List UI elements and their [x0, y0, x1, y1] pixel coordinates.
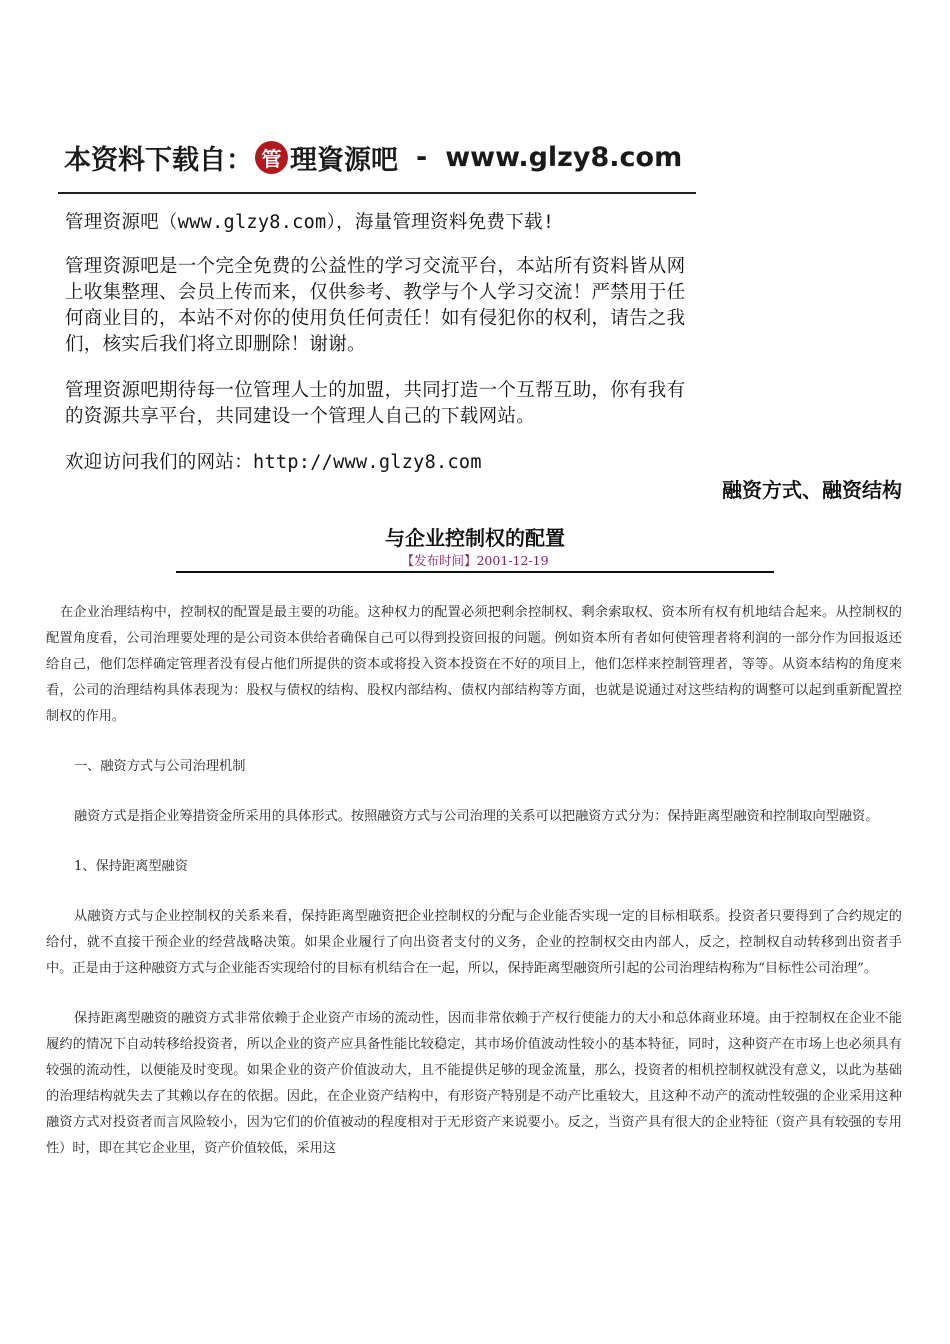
paragraph: 保持距离型融资的融资方式非常依赖于企业资产市场的流动性，因而非常依赖于产权行使能力的大小和总体商业环境。由于控制权在企业不能履约的情况下自动转移给投资者，所以企业的资产应具备性能比较稳定，其市场价值波动性较小的基本特征，同时，这种资产在市场上也必须具有较强的流动性，以便能及时变现。如果企业的资产价值波动大，且不能提供足够的现金流量，那么，投资者的相机控制权就没有意义，以此为基础的治理结构就失去了其赖以存在的依据。因此，在企业资产结构中，有形资产特别是不动产比重较大，且这种不动产的流动性较强的企业采用这种融资方式对投资者而言风险较小，因为它们的价值被动的程度相对于无形资产来说要小。反之，当资产具有很大的企业特征（资产具有较强的专用性）时，即在其它企业里，资产价值较低，采用这: [46, 1011, 902, 1156]
article-title-line2: 与企业控制权的配置: [385, 526, 565, 550]
banner-body: [58, 210, 698, 476]
title-divider: [176, 571, 774, 573]
paragraph: 在企业治理结构中，控制权的配置是最主要的功能。这种权力的配置必须把剩余控制权、剩余索取权、资本所有权有机地结合起来。从控制权的配置角度看，公司治理要处理的是公司资本供给者确保自己可以得到投资回报的问题。例如资本所有者如何使管理者将利润的一部分作为回报返还给自己，他们怎样确定管理者没有侵占他们所提供的资本或将投入资本投资在不好的项目上，他们怎样来控制管理者，等等。从资本结构的角度来看，公司的治理结构具体表现为：股权与债权的结构、股权内部结构、债权内部结构等方面，也就是说通过对这些结构的调整可以起到重新配置控制权的作用。: [46, 605, 902, 724]
logo-icon: 管: [255, 141, 288, 174]
banner-line: 管理资源吧（www.glzy8.com），海量管理资料免费下载!: [65, 212, 555, 233]
paragraph: 融资方式是指企业筹措资金所采用的具体形式。按照融资方式与公司治理的关系可以把融资方式分为：保持距离型融资和控制取向型融资。: [74, 809, 879, 824]
banner-line: 欢迎访问我们的网站：http://www.glzy8.com: [65, 452, 482, 473]
banner-header: [58, 128, 698, 186]
banner-line: 管理资源吧是一个完全免费的公益性的学习交流平台，本站所有资料皆从网上收集整理、会员上传而来，仅供参考、教学与个人学习交流！严禁用于任何商业目的，本站不对你的使用负任何责任！如有侵犯你的权利，请告之我们，核实后我们将立即删除！谢谢。: [65, 256, 686, 355]
banner-site-name: 理資源吧: [290, 144, 398, 176]
download-banner: [58, 128, 698, 476]
banner-dash: -: [416, 141, 428, 173]
section-heading: 一、融资方式与公司治理机制: [74, 759, 246, 774]
article-title-line1: 融资方式、融资结构: [722, 478, 902, 502]
subsection-heading: 1、保持距离型融资: [74, 859, 188, 874]
paragraph: 从融资方式与企业控制权的关系来看，保持距离型融资把企业控制权的分配与企业能否实现一定的目标相联系。投资者只要得到了合约规定的给付，就不直接干预企业的经营战略决策。如果企业履行了向出资者支付的义务，企业的控制权交由内部人，反之，控制权自动转移到出资者手中。正是由于这种融资方式与企业能否实现给付的目标有机结合在一起，所以，保持距离型融资所引起的公司治理结构称为“目标性公司治理”。: [46, 909, 902, 976]
publish-date-value: 2001-12-19: [476, 553, 549, 568]
publish-date-label: 【发布时间】: [401, 553, 477, 568]
article-body: [46, 600, 902, 1186]
banner-url[interactable]: www.glzy8.com: [445, 141, 683, 173]
banner-divider: [58, 192, 696, 194]
banner-prefix: 本资料下载自：: [64, 144, 253, 176]
banner-line: 管理资源吧期待每一位管理人士的加盟，共同打造一个互帮互助，你有我有的资源共享平台，共同建设一个管理人自己的下载网站。: [65, 380, 686, 427]
publish-date: [0, 551, 950, 569]
